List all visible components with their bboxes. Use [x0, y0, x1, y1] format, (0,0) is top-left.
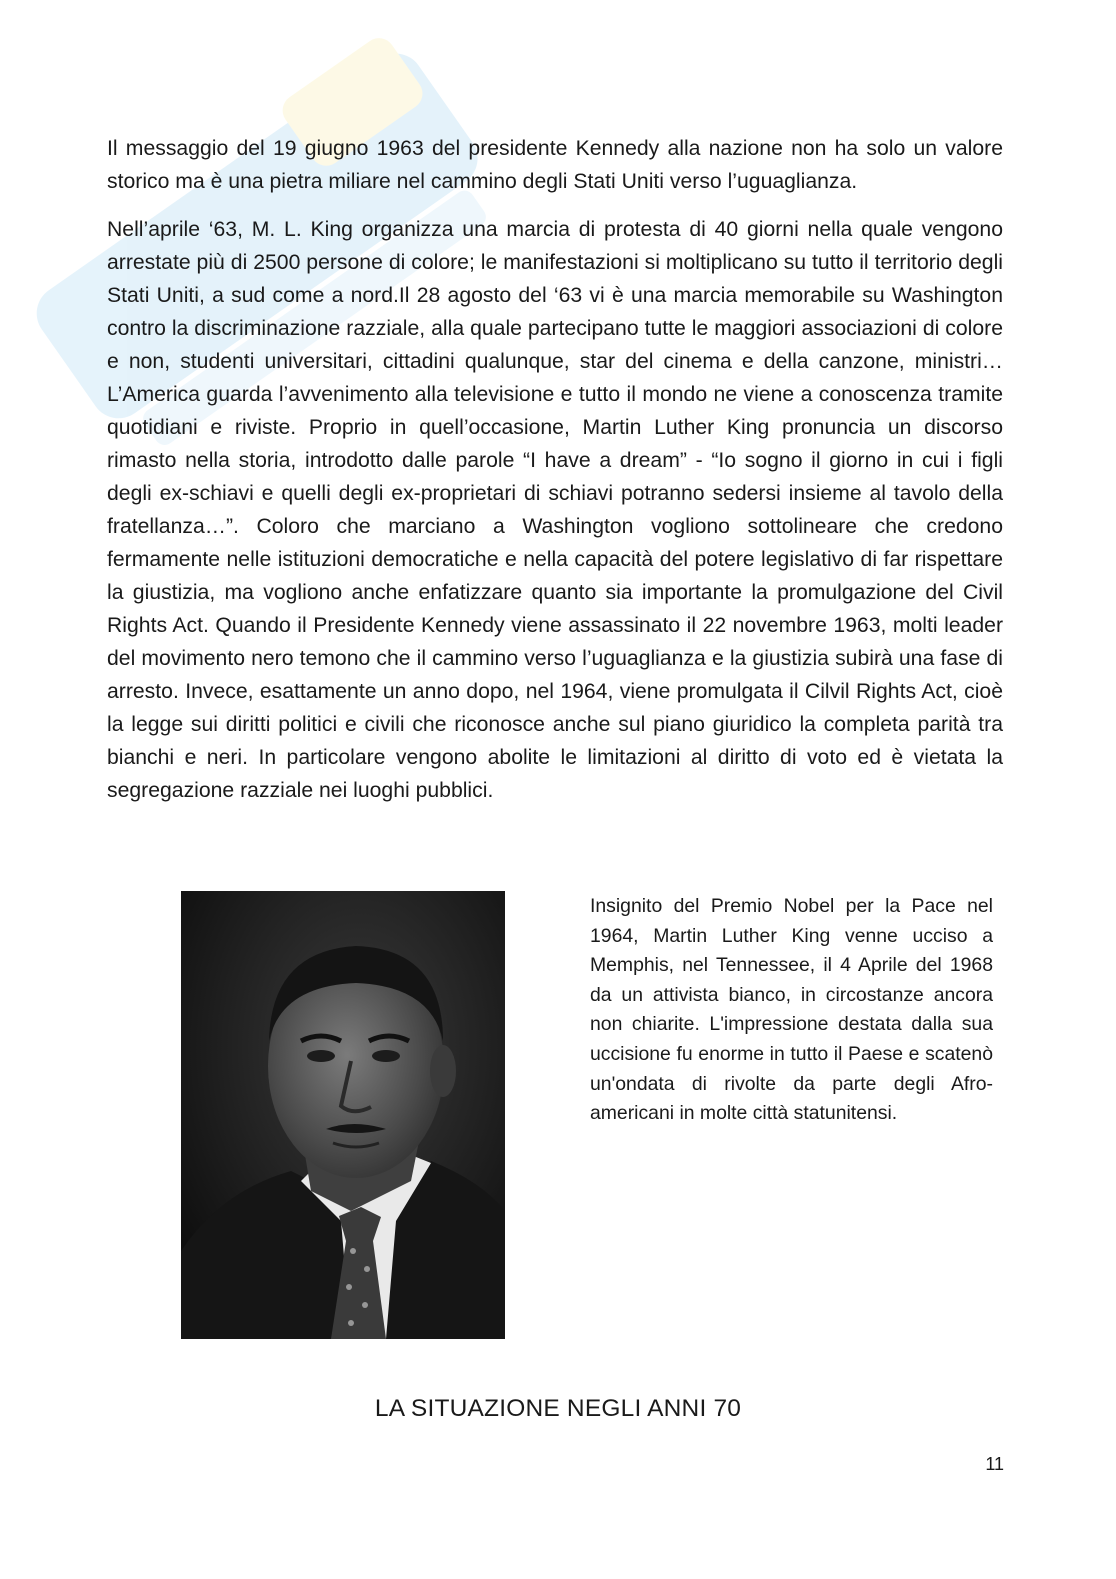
page-number: 11 [985, 1454, 1004, 1474]
photo-caption: Insignito del Premio Nobel per la Pace nel 1964, Martin Luther King venne ucciso a Memphis, nel Tennessee, il 4 Aprile del 1968 da un attivista bianco, in circostanze ancora non chiarite. L'impressione destata dalla sua uccisione fu enorme in tutto il Paese e scatenò un'ondata di rivolte da parte degli Afro-americani in molte città statunitensi. [590, 895, 993, 1125]
paragraph: Il messaggio del 19 giugno 1963 del presidente Kennedy alla nazione non ha solo un valore storico ma è una pietra miliare nel cammino degli Stati Uniti verso l’uguaglianza. [107, 137, 1003, 193]
portrait-image [181, 891, 505, 1339]
document-body [107, 132, 1003, 807]
paragraph: Nell’aprile ‘63, M. L. King organizza una marcia di protesta di 40 giorni nella quale vengono arrestate più di 2500 persone di colore; le manifestazioni si moltiplicano su tutto il territorio degli Stati Uniti, a sud come a nord.Il 28 agosto del ‘63 vi è una marcia memorabile su Washington contro la discriminazione razziale, alla quale partecipano tutte le maggiori associazioni di colore e non, studenti universitari, cittadini qualunque, star del cinema e della canzone, ministri…L’America guarda l’avvenimento alla televisione e tutto il mondo ne viene a conoscenza tramite quotidiani e riviste. Proprio in quell’occasione, Martin Luther King pronuncia un discorso rimasto nella storia, introdotto dalle parole “I have a dream” - “Io sogno il giorno in cui i figli degli ex-schiavi e quelli degli ex-proprietari di schiavi potranno sedersi insieme al tavolo della fratellanza…”. Coloro che marciano a Washington vogliono sottolineare che credono fermamente nelle istituzioni democratiche e nella capacità del potere legislativo di far rispettare la giustizia, ma vogliono anche enfatizzare quanto sia importante la promulgazione del Civil Rights Act. Quando il Presidente Kennedy viene assassinato il 22 novembre 1963, molti leader del movimento nero temono che il cammino verso l’uguaglianza e la giustizia subirà una fase di arresto. Invece, esattamente un anno dopo, nel 1964, viene promulgata il Cilvil Rights Act, cioè la legge sui diritti politici e civili che riconosce anche sul piano giuridico la completa parità tra bianchi e neri. In particolare vengono abolite le limitazioni al diritto di voto ed è vietata la segregazione razziale nei luoghi pubblici. [107, 218, 1003, 802]
portrait-photo [181, 891, 505, 1339]
section-heading: LA SITUAZIONE NEGLI ANNI 70 [374, 1395, 742, 1422]
